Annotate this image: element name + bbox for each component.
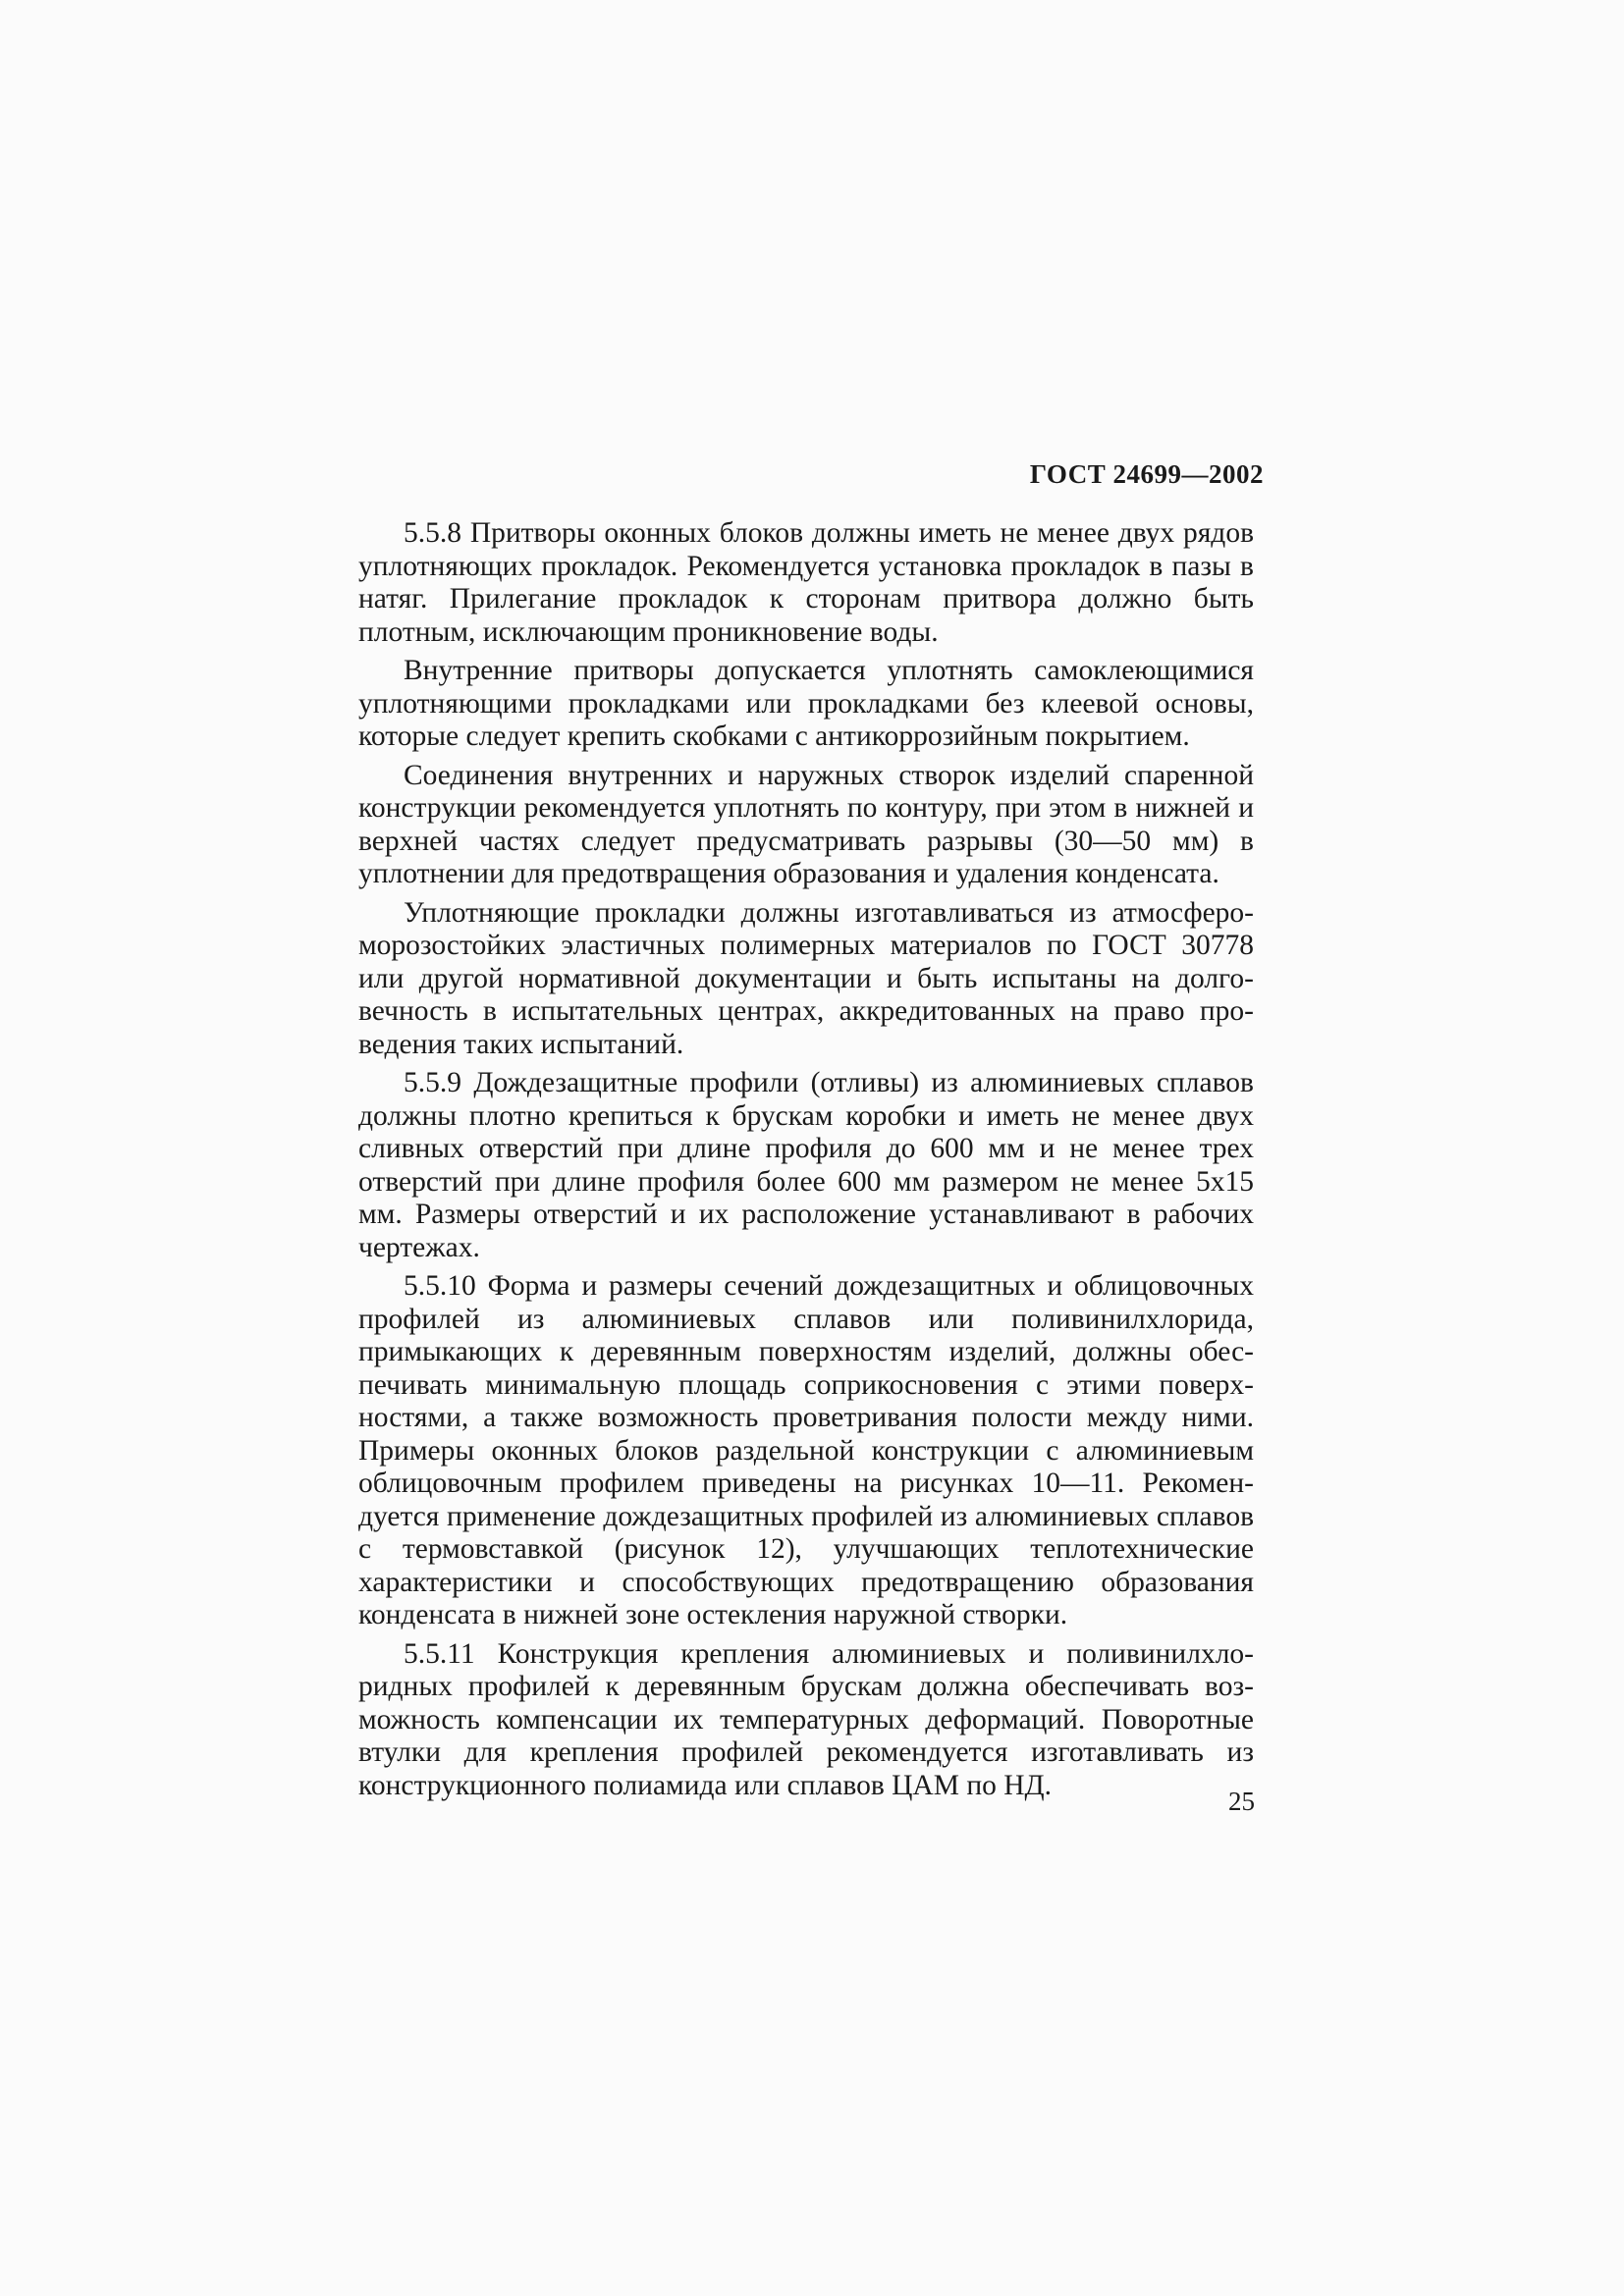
paragraph-5-5-8: 5.5.8 Притворы оконных блоков должны иметь не менее двух рядов уплотняющих прокладок. Рекомендуется установка прокладок в пазы в натяг. Прилегание прокладок к сторонам притвора должно быть плотным, исключающим проникновение воды. (358, 517, 1254, 648)
paragraph-sash-joints: Соединения внутренних и наружных створок изделий спаренной конструкции рекомендуется уплотнять по контуру, при этом в нижней и верхней частях следует предусматривать разрывы (30—50 мм) в уплотнении для предотвращения образования и удаления конденсата. (358, 759, 1254, 889)
paragraph-5-5-10: 5.5.10 Форма и размеры сечений дождезащитных и облицовочных профилей из алюминиевых сплавов или поливинилхлорида, примыкающих к деревянным поверхностям изделий, должны обеспечивать минимальную площадь соприкосновения с этими поверхностями, а также возможность проветривания полости между ними. Примеры оконных блоков раздельной конструкции с алюминиевым облицовочным профилем приведены на рисунках 10—11. Рекомендуется применение дождезащитных профилей из алюминиевых сплавов с термовставкой (рисунок 12), улучшающих теплотехнические характеристики и способствующих предотвращению образования конденсата в нижней зоне остекления наружной створки. (358, 1270, 1254, 1630)
document-body (358, 517, 1254, 1808)
paragraph-inner-rebates: Внутренние притворы допускается уплотнять самоклеющимися уплотняющими прокладками или прокладками без клеевой основы, которые следует крепить скобками с антикоррозийным покрытием. (358, 655, 1254, 752)
document-header: ГОСТ 24699—2002 (1029, 459, 1264, 489)
paragraph-5-5-9: 5.5.9 Дождезащитные профили (отливы) из алюминиевых сплавов должны плотно крепиться к брускам коробки и иметь не менее двух сливных отверстий при длине профиля до 600 мм и не менее трех отверстий при длине профиля более 600 мм размером не менее 5x15 мм. Размеры отверстий и их расположение устанавливают в рабочих чертежах. (358, 1067, 1254, 1263)
page-number: 25 (1228, 1787, 1255, 1816)
paragraph-5-5-11: 5.5.11 Конструкция крепления алюминиевых и поливинилхлоридных профилей к деревянным брускам должна обеспечивать возможность компенсации их температурных деформаций. Поворотные втулки для крепления профилей рекомендуется изготавливать из конструкционного полиамида или сплавов ЦАМ по НД. (358, 1637, 1254, 1801)
paragraph-gaskets: Уплотняющие прокладки должны изготавливаться из атмосфероморозостойких эластичных полимерных материалов по ГОСТ 30778 или другой нормативной документации и быть испытаны на долговечность в испытательных центрах, аккредитованных на право проведения таких испытаний. (358, 896, 1254, 1060)
